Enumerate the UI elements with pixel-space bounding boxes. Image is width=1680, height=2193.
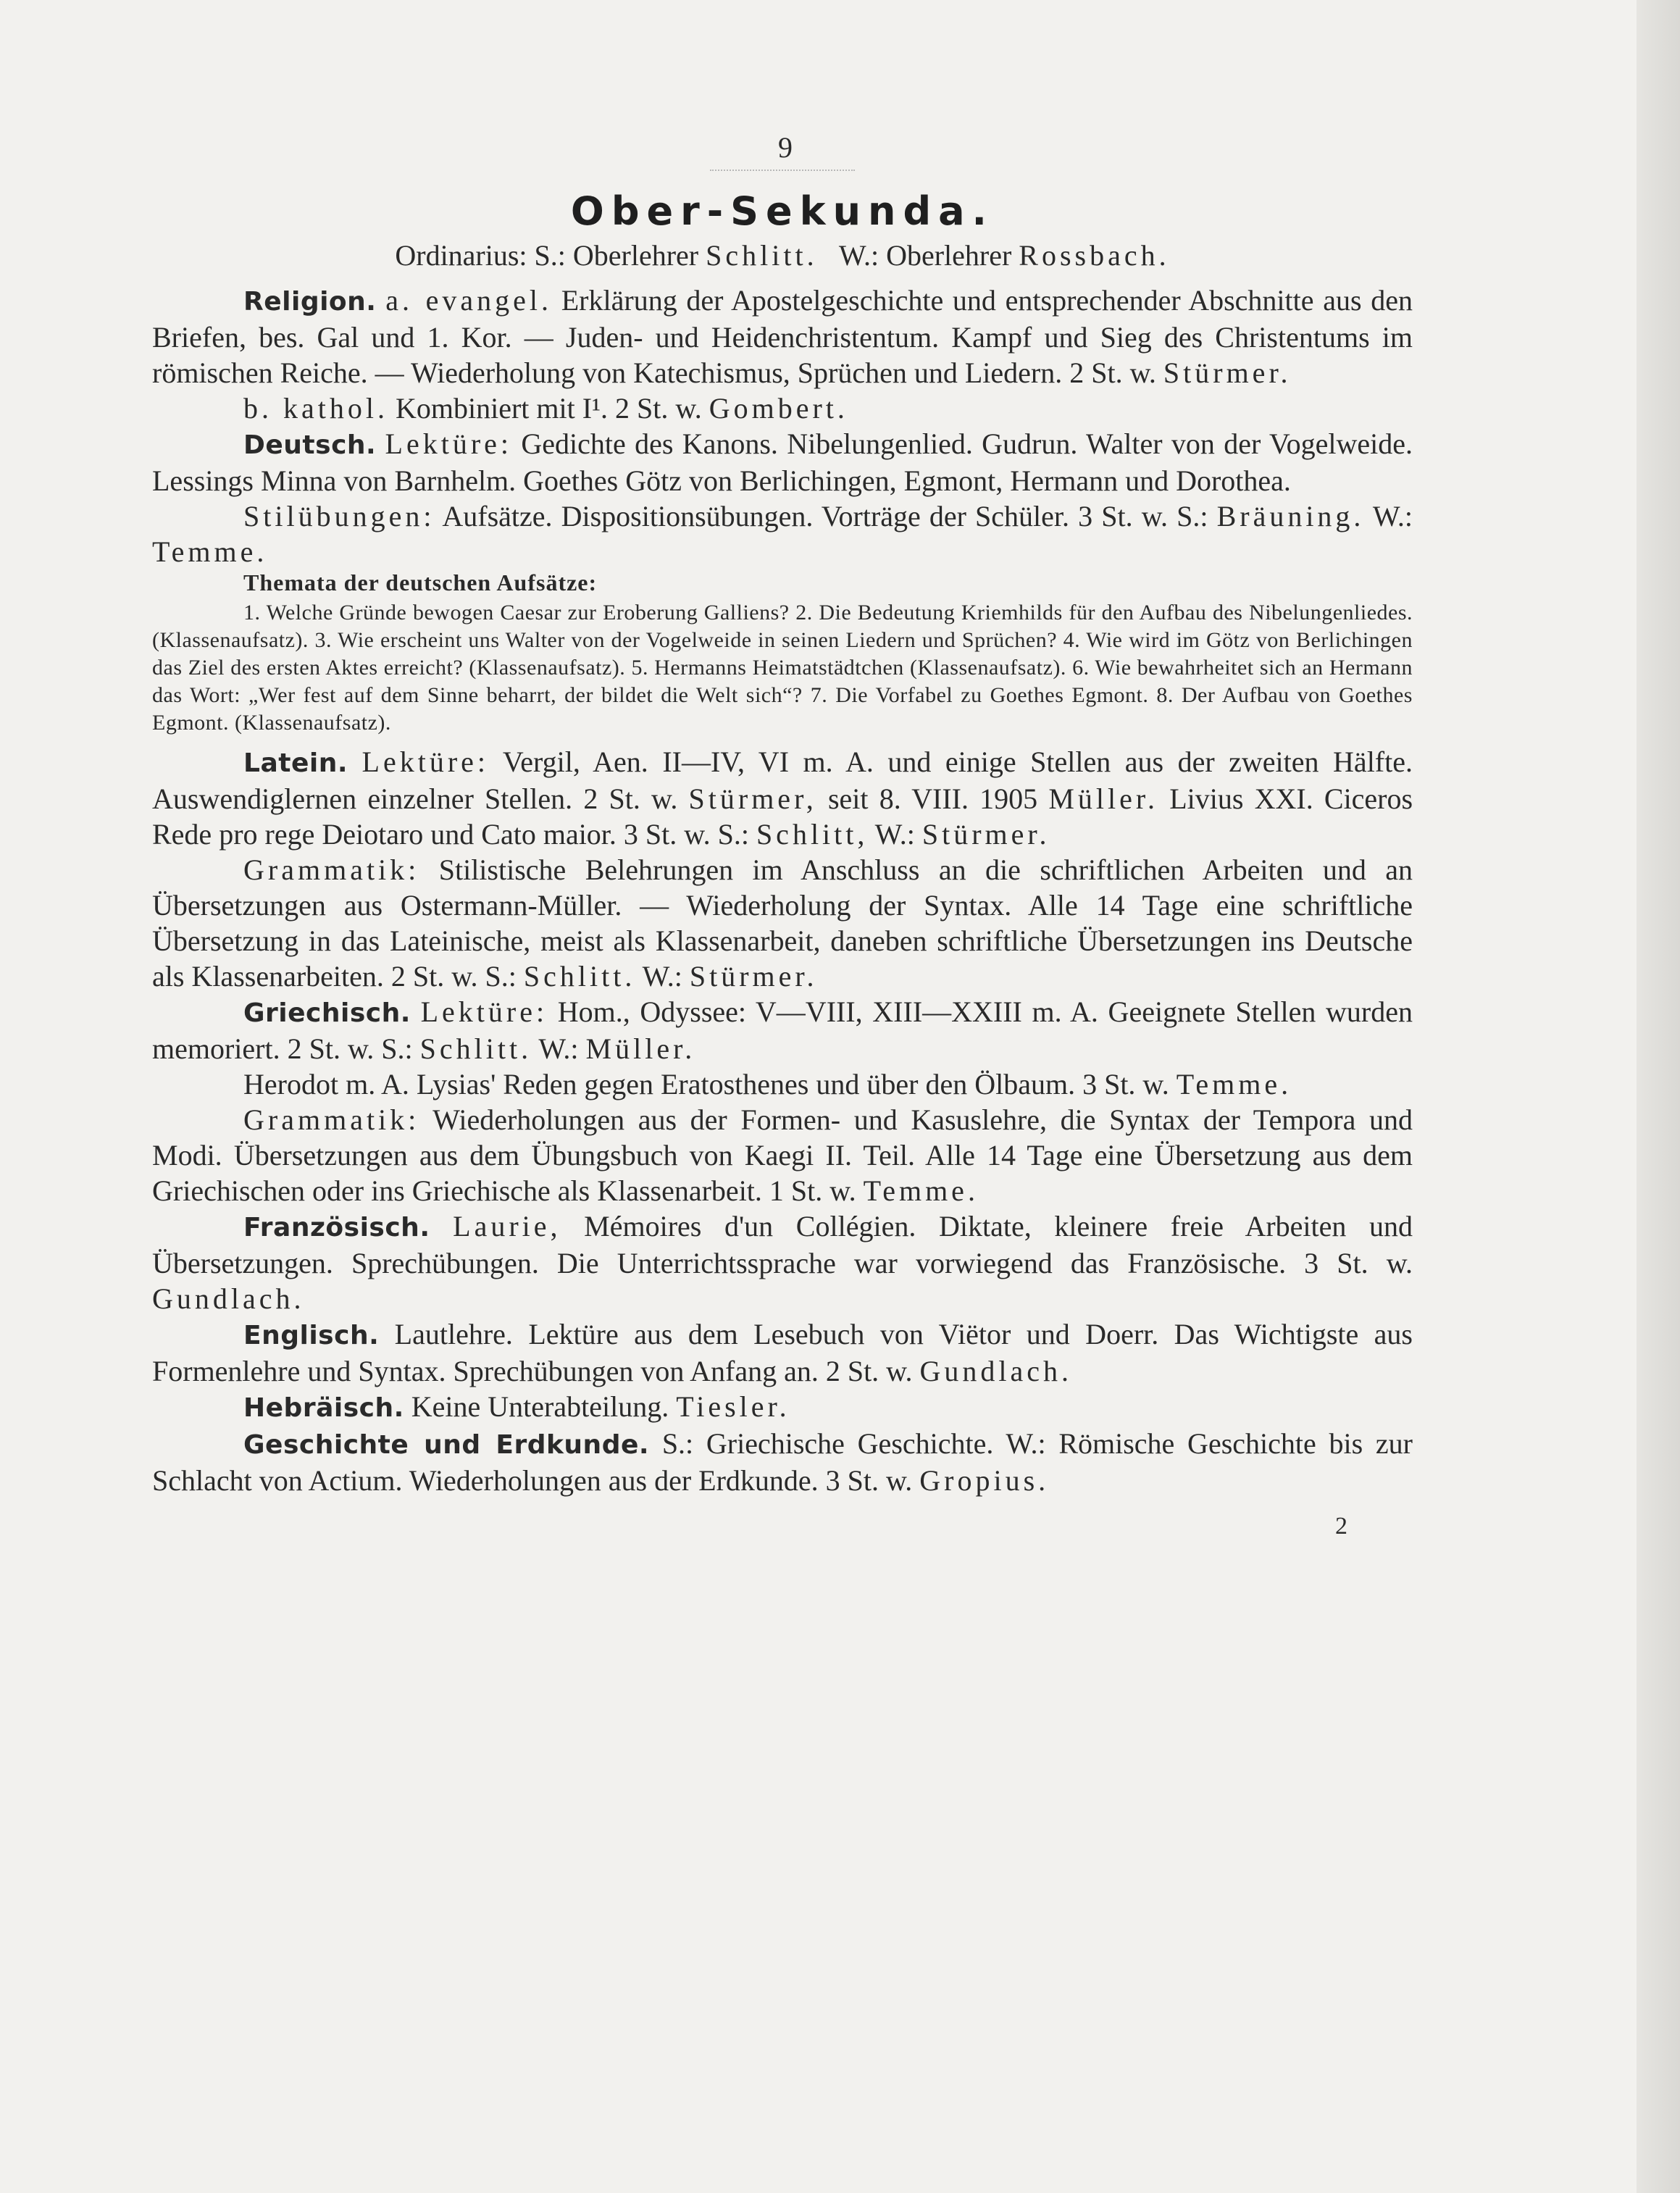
griechisch-grammatik-text: Wiederholungen aus der Formen- und Kasuslehre, die Syntax der Tempora und Modi. Übersetzungen aus dem Übungsbuch von Kaegi II. Teil. Alle 14 Tage eine Übersetzung aus dem Griechischen oder ins Griechische als Klassenarbeit. 1 St. w. <box>152 1103 1413 1207</box>
franzoesisch-text: Mémoires d'un Collégien. Diktate, kleinere freie Arbeiten und Übersetzungen. Sprechübungen. Die Unterrichtssprache war vorwiegend das Französische. 3 St. w. <box>152 1210 1413 1279</box>
franzoesisch-paragraph <box>152 1208 1413 1316</box>
subject-griechisch: Griechisch. <box>243 998 411 1028</box>
griechisch-paragraph <box>152 994 1413 1066</box>
religion-b-text: Kombiniert mit I¹. 2 St. w. <box>395 392 702 425</box>
religion-a-teacher: Stürmer. <box>1163 356 1292 389</box>
griechisch-grammatik-label: Grammatik: <box>243 1103 420 1136</box>
franzoesisch-author: Laurie, <box>453 1210 561 1242</box>
griechisch-herodot-teacher: Temme. <box>1176 1068 1292 1100</box>
ordinarius-summer-name: Schlitt. <box>706 239 818 272</box>
latein-paragraph <box>152 744 1413 852</box>
decorative-rule <box>710 170 855 171</box>
geschichte-paragraph <box>152 1426 1413 1498</box>
hebraeisch-text: Keine Unterabteilung. <box>411 1390 669 1423</box>
class-title: Ober-Sekunda. <box>570 188 995 234</box>
griechisch-herodot-paragraph <box>152 1066 1413 1102</box>
latein-grammatik-teacher-w: Stürmer. <box>689 960 818 993</box>
franzoesisch-teacher: Gundlach. <box>152 1282 305 1315</box>
hebraeisch-paragraph <box>152 1389 1413 1426</box>
document-page <box>152 130 1413 1540</box>
subject-deutsch: Deutsch. <box>243 430 377 460</box>
englisch-teacher: Gundlach. <box>919 1355 1072 1387</box>
griechisch-grammatik-paragraph <box>152 1102 1413 1208</box>
religion-paragraph <box>152 283 1413 390</box>
sheet-signature: 2 <box>1335 1513 1347 1540</box>
latein-lektuere-teacher-4: Stürmer. <box>922 818 1050 851</box>
subject-englisch: Englisch. <box>243 1321 380 1350</box>
englisch-paragraph <box>152 1316 1413 1389</box>
geschichte-text: S.: Griechische Geschichte. W.: Römische Geschichte bis zur Schlacht von Actium. Wiederholungen aus der Erdkunde. 3 St. w. <box>152 1427 1413 1497</box>
page-edge <box>1637 0 1680 2193</box>
latein-lektuere-teacher-2: Müller. <box>1048 782 1159 815</box>
latein-lektuere-text-2: seit 8. VIII. 1905 <box>827 782 1038 815</box>
subject-hebraeisch: Hebräisch. <box>243 1393 404 1423</box>
religion-a-lead: a. evangel. <box>385 284 553 317</box>
latein-lektuere-label: Lektüre: <box>362 745 490 778</box>
griechisch-lektuere-w: W.: <box>538 1032 579 1065</box>
page-number: 9 <box>778 131 793 164</box>
deutsch-stil-text: Aufsätze. Dispositionsübungen. Vorträge der Schüler. 3 St. w. S.: <box>442 500 1208 532</box>
ordinarius-label: Ordinarius: <box>395 239 527 272</box>
latein-lektuere-text-1: Vergil, Aen. II—IV, VI m. A. und einige Stellen aus der zweiten Hälfte. Auswendiglernen einzelner Stellen. 2 St. w. <box>152 745 1413 815</box>
griechisch-grammatik-teacher: Temme. <box>863 1174 979 1207</box>
deutsch-stil-paragraph <box>152 498 1413 569</box>
hebraeisch-teacher: Tiesler. <box>676 1390 790 1423</box>
latein-lektuere-text-3: Livius XXI. Ciceros Rede pro rege Deiotaro und Cato maior. 3 St. w. S.: <box>152 782 1413 851</box>
subject-geschichte: Geschichte und Erdkunde. <box>243 1430 650 1460</box>
deutsch-stil-w: W.: <box>1372 500 1413 532</box>
ordinarius-winter-name: Rossbach. <box>1019 239 1170 272</box>
deutsch-stil-teacher-w: Temme. <box>152 535 268 568</box>
griechisch-lektuere-text: Hom., Odyssee: V—VIII, XIII—XXIII m. A. Geeignete Stellen wurden memoriert. 2 St. w. S.: <box>152 995 1413 1065</box>
ordinarius-summer: S.: Oberlehrer <box>534 239 699 272</box>
subject-religion: Religion. <box>243 287 377 317</box>
latein-grammatik-text: Stilistische Belehrungen im Anschluss an die schriftlichen Arbeiten und an Übersetzungen aus Ostermann-Müller. — Wiederholung der Syntax. Alle 14 Tage eine schriftliche Übersetzung in das Lateinische, meist als Klassenarbeit, daneben schriftliche Übersetzungen ins Deutsche als Klassenarbeiten. 2 St. w. S.: <box>152 853 1413 993</box>
geschichte-teacher: Gropius. <box>919 1464 1050 1497</box>
deutsch-paragraph <box>152 426 1413 498</box>
religion-b-lead: b. kathol. <box>243 392 388 425</box>
deutsch-stil-label: Stilübungen: <box>243 500 435 532</box>
latein-lektuere-teacher-1: Stürmer, <box>688 782 817 815</box>
griechisch-herodot-text: Herodot m. A. Lysias' Reden gegen Eratosthenes und über den Ölbaum. 3 St. w. <box>243 1068 1169 1100</box>
subject-franzoesisch: Französisch. <box>243 1213 430 1242</box>
religion-b-teacher: Gombert. <box>709 392 848 425</box>
griechisch-lektuere-teacher-w: Müller. <box>585 1032 696 1065</box>
griechisch-lektuere-label: Lektüre: <box>420 995 548 1028</box>
deutsch-lektuere-label: Lektüre: <box>385 427 513 460</box>
themata-list <box>152 599 1413 737</box>
religion-b-paragraph <box>152 390 1413 426</box>
latein-grammatik-paragraph <box>152 852 1413 994</box>
ordinarius-winter: W.: Oberlehrer <box>838 239 1012 272</box>
latein-lektuere-text-4: W.: <box>874 818 915 851</box>
latein-lektuere-teacher-3: Schlitt, <box>756 818 869 851</box>
religion-a-text: Erklärung der Apostelgeschichte und entsprechender Abschnitte aus den Briefen, bes. Gal und 1. Kor. — Juden- und Heidenchristentum. Kampf und Sieg des Christentums im römischen Reiche. — Wiederholung von Katechismus, Sprüchen und Liedern. 2 St. w. <box>152 284 1413 389</box>
deutsch-stil-teacher-s: Bräuning. <box>1216 500 1365 532</box>
latein-grammatik-w: W.: <box>642 960 682 993</box>
subject-latein: Latein. <box>243 748 348 778</box>
griechisch-lektuere-teacher-s: Schlitt. <box>419 1032 532 1065</box>
themata-heading: Themata der deutschen Aufsätze: <box>243 569 598 596</box>
deutsch-lektuere-text: Gedichte des Kanons. Nibelungenlied. Gudrun. Walter von der Vogelweide. Lessings Minna von Barnhelm. Goethes Götz von Berlichingen, Egmont, Hermann und Dorothea. <box>152 427 1413 497</box>
themata-text: 1. Welche Gründe bewogen Caesar zur Eroberung Galliens? 2. Die Bedeutung Kriemhilds für den Aufbau des Nibelungenliedes. (Klassenaufsatz). 3. Wie erscheint uns Walter von der Vogelweide in seinen Liedern und Sprüchen? 4. Wie wird im Götz von Berlichingen das Ziel des ersten Aktes erreicht? (Klassenaufsatz). 5. Hermanns Heimatstädtchen (Klassenaufsatz). 6. Wie bewahrheitet sich an Hermann das Wort: „Wer fest auf dem Sinne beharrt, der bildet die Welt sich“? 7. Die Vorfabel zu Goethes Egmont. 8. Der Aufbau von Goethes Egmont. (Klassenaufsatz). <box>152 601 1413 735</box>
latein-grammatik-label: Grammatik: <box>243 853 420 886</box>
latein-grammatik-teacher-s: Schlitt. <box>523 960 636 993</box>
englisch-text: Lautlehre. Lektüre aus dem Lesebuch von Viëtor und Doerr. Das Wichtigste aus Formenlehre und Syntax. Sprechübungen von Anfang an. 2 St. w. <box>152 1318 1413 1387</box>
ordinarius-line <box>152 238 1413 272</box>
